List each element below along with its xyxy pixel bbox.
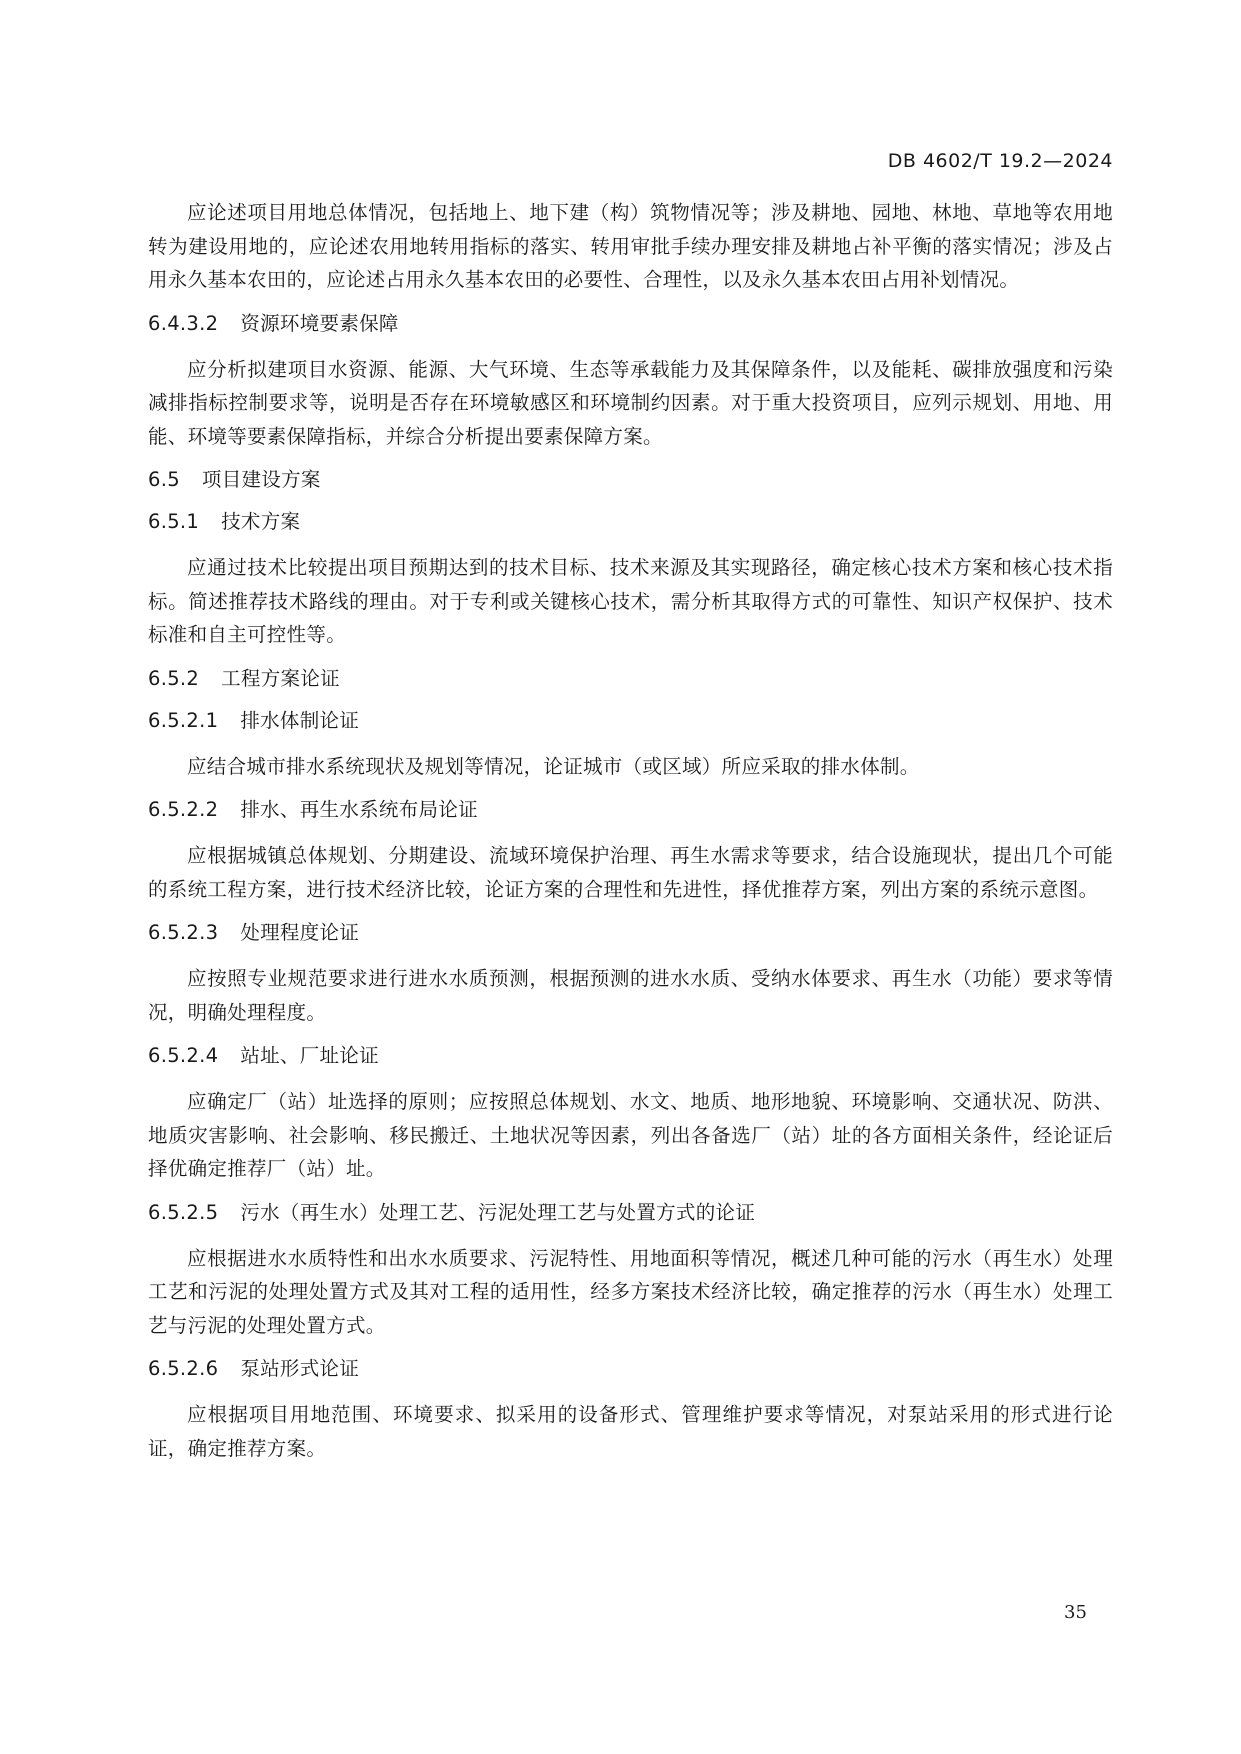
section-number: 6.5.2.4 — [148, 1044, 219, 1067]
section-title: 工程方案论证 — [221, 666, 340, 690]
section-title: 泵站形式论证 — [240, 1357, 360, 1380]
section-title: 项目建设方案 — [201, 468, 321, 491]
section-heading — [148, 1356, 1113, 1382]
section-number: 6.5.2.2 — [148, 798, 219, 821]
section-number: 6.5.2.1 — [148, 708, 219, 732]
section-number: 6.5.2.3 — [148, 921, 219, 944]
section-title: 资源环境要素保障 — [240, 311, 399, 335]
section-number: 6.5.2.5 — [148, 1200, 219, 1224]
document-body — [148, 196, 1113, 1479]
section-title: 污水（再生水）处理工艺、污泥处理工艺与处置方式的论证 — [240, 1200, 756, 1224]
section-heading — [148, 311, 1113, 337]
section-number: 6.5.1 — [148, 510, 200, 533]
section-number: 6.5 — [148, 468, 180, 491]
paragraph: 应根据项目用地范围、环境要求、拟采用的设备形式、管理维护要求等情况，对泵站采用的形式进行论证，确定推荐方案。 — [148, 1403, 1113, 1460]
paragraph: 应按照专业规范要求进行进水水质预测，根据预测的进水水质、受纳水体要求、再生水（功能）要求等情况，明确处理程度。 — [148, 967, 1113, 1024]
paragraph: 应确定厂（站）址选择的原则；应按照总体规划、水文、地质、地形地貌、环境影响、交通状况、防洪、地质灾害影响、社会影响、移民搬迁、土地状况等因素，列出各备选厂（站）址的各方面相关条件，经论证后择优确定推荐厂（站）址。 — [148, 1090, 1113, 1180]
section-heading — [148, 797, 1113, 823]
section-heading — [148, 1043, 1113, 1069]
section-heading — [148, 920, 1113, 946]
page-number: 35 — [1064, 1602, 1087, 1623]
section-title: 站址、厂址论证 — [240, 1044, 379, 1067]
section-title: 排水、再生水系统布局论证 — [240, 798, 478, 821]
paragraph: 应通过技术比较提出项目预期达到的技术目标、技术来源及其实现路径，确定核心技术方案和核心技术指标。简述推荐技术路线的理由。对于专利或关键核心技术，需分析其取得方式的可靠性、知识产权保护、技术标准和自主可控性等。 — [148, 556, 1113, 646]
section-title: 技术方案 — [221, 510, 301, 533]
paragraph: 应结合城市排水系统现状及规划等情况，论证城市（或区域）所应采取的排水体制。 — [187, 754, 920, 778]
paragraph: 应论述项目用地总体情况，包括地上、地下建（构）筑物情况等；涉及耕地、园地、林地、草地等农用地转为建设用地的，应论述农用地转用指标的落实、转用审批手续办理安排及耕地占补平衡的落实情况；涉及占用永久基本农田的，应论述占用永久基本农田的必要性、合理性，以及永久基本农田占用补划情况。 — [148, 201, 1113, 291]
section-heading — [148, 708, 1113, 734]
paragraph: 应根据城镇总体规划、分期建设、流域环境保护治理、再生水需求等要求，结合设施现状，提出几个可能的系统工程方案，进行技术经济比较，论证方案的合理性和先进性，择优推荐方案，列出方案的系统示意图。 — [148, 844, 1113, 901]
section-heading — [148, 509, 1113, 535]
section-number: 6.5.2 — [148, 666, 200, 690]
paragraph: 应分析拟建项目水资源、能源、大气环境、生态等承载能力及其保障条件，以及能耗、碳排放强度和污染减排指标控制要求等，说明是否存在环境敏感区和环境制约因素。对于重大投资项目，应列示规划、用地、用能、环境等要素保障指标，并综合分析提出要素保障方案。 — [148, 357, 1113, 448]
section-title: 排水体制论证 — [240, 708, 360, 732]
section-number: 6.5.2.6 — [148, 1357, 219, 1380]
section-number: 6.4.3.2 — [148, 311, 219, 335]
section-heading — [148, 666, 1113, 692]
section-title: 处理程度论证 — [240, 921, 360, 944]
standard-code: DB 4602/T 19.2—2024 — [887, 150, 1113, 172]
paragraph: 应根据进水水质特性和出水水质要求、污泥特性、用地面积等情况，概述几种可能的污水（再生水）处理工艺和污泥的处理处置方式及其对工程的适用性，经多方案技术经济比较，确定推荐的污水（再生水）处理工艺与污泥的处理处置方式。 — [148, 1246, 1113, 1337]
section-heading — [148, 467, 1113, 493]
section-heading — [148, 1200, 1113, 1226]
